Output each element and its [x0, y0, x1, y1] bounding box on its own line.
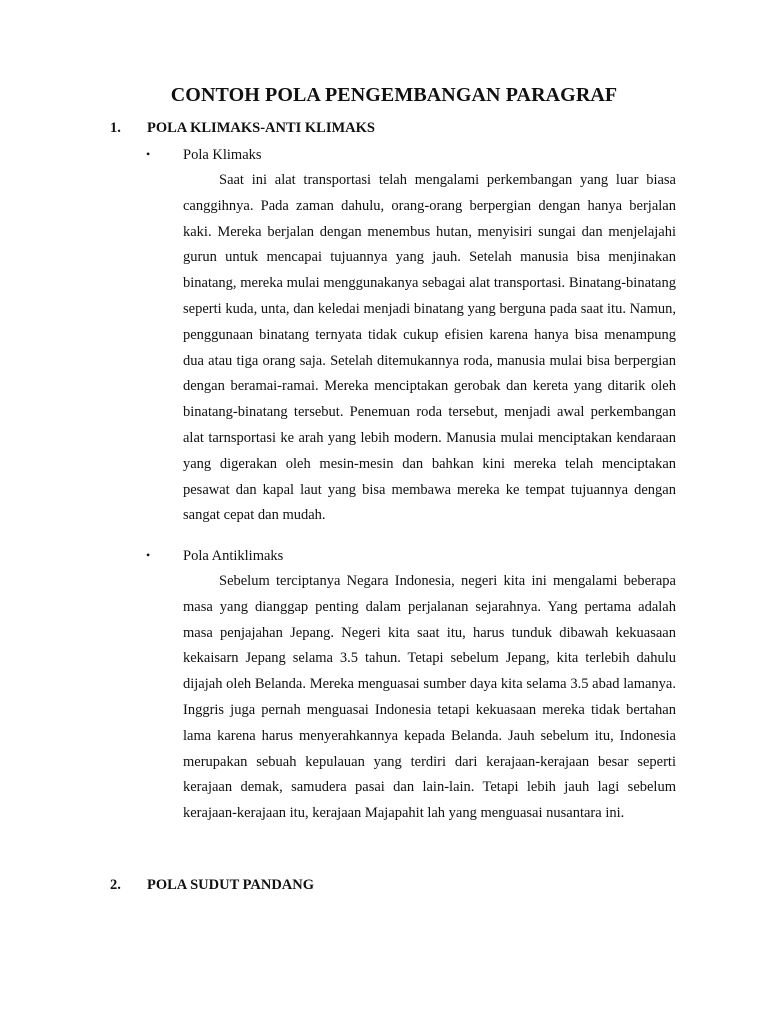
bullet-icon: •	[146, 147, 151, 161]
paragraph-antiklimaks: Sebelum terciptanya Negara Indonesia, negeri kita ini mengalami beberapa masa yang dianggap penting dalam perjalanan sejarahnya. Yang pertama adalah masa penjajahan Jepang. Negeri kita saat itu, harus tunduk dibawah kekuasaan kekaisarn Jepang selama 3.5 tahun. Tetapi sebelum Jepang, kita terlebih dahulu dijajah oleh Belanda. Mereka menguasai sumber daya kita selama 3.5 abad lamanya. Inggris juga pernah menguasai Indonesia tetapi kekuasaan mereka tidak bertahan lama karena harus menyerahkannya kepada Belanda. Jauh sebelum itu, Indonesia merupakan sebuah kepulauan yang terdiri dari kerajaan-kerajaan besar seperti kerajaan demak, samudera pasai dan lain-lain. Tetapi lebih jauh lagi sebelum kerajaan-kerajaan itu, kerajaan Majapahit lah yang menguasai nusantara ini.	[183, 573, 676, 822]
bullet-icon: •	[146, 548, 151, 562]
bullet-label: Pola Klimaks	[183, 147, 262, 163]
bullet-item-klimaks	[146, 147, 262, 164]
bullet-label: Pola Antiklimaks	[183, 548, 284, 564]
section-heading-2	[110, 877, 314, 894]
section-heading-1	[110, 120, 375, 137]
paragraph-klimaks: Saat ini alat transportasi telah mengalami perkembangan yang luar biasa canggihnya. Pada zaman dahulu, orang-orang berpergian dengan hanya berjalan kaki. Mereka berjalan dengan menembus hutan, menyisiri sungai dan menjelajahi gurun untuk mencapai tujuannya yang jauh. Setelah manusia bisa menjinakan binatang, mereka mulai menggunakanya sebagai alat transportasi. Binatang-binatang seperti kuda, unta, dan keledai menjadi binatang yang berguna pada saat itu. Namun, penggunaan binatang ternyata tidak cukup efisien karena hanya bisa menampung dua atau tiga orang saja. Setelah ditemukannya roda, manusia mulai bisa berpergian dengan beramai-ramai. Mereka menciptakan gerobak dan kereta yang ditarik oleh binatang-binatang tersebut. Penemuan roda tersebut, menjadi awal perkembangan alat tarnsportasi ke arah yang lebih modern. Manusia mulai menciptakan kendaraan yang digerakan oleh mesin-mesin dan bahkan kini mereka telah menciptakan pesawat dan kapal laut yang bisa membawa mereka ke tempat tujuannya dengan sangat cepat dan mudah.	[183, 172, 676, 524]
section-number: 1.	[110, 120, 121, 136]
section-number: 2.	[110, 877, 121, 893]
page-title: CONTOH POLA PENGEMBANGAN PARAGRAF	[170, 84, 618, 106]
section-title: POLA SUDUT PANDANG	[147, 877, 315, 893]
bullet-item-antiklimaks	[146, 548, 283, 565]
section-title: POLA KLIMAKS-ANTI KLIMAKS	[147, 120, 375, 136]
